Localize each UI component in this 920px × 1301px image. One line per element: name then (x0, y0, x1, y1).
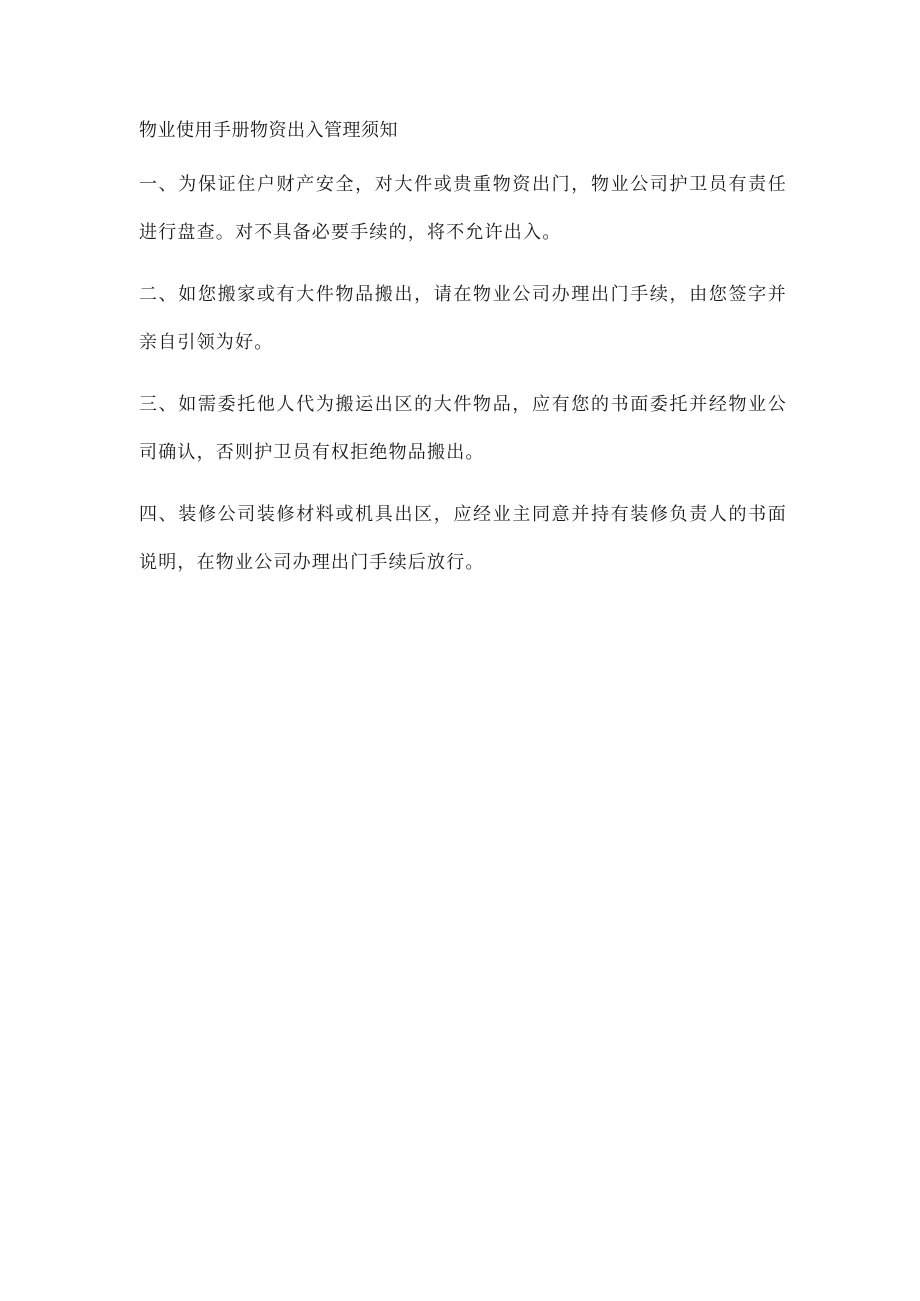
clause-3: 三、如需委托他人代为搬运出区的大件物品，应有您的书面委托并经物业公司确认，否则护卫员有权拒绝物品搬出。 (139, 394, 787, 463)
clause-4: 四、装修公司装修材料或机具出区，应经业主同意并持有装修负责人的书面说明，在物业公司办理出门手续后放行。 (139, 504, 787, 573)
clause-1: 一、为保证住户财产安全，对大件或贵重物资出门，物业公司护卫员有责任进行盘查。对不具备必要手续的，将不允许出入。 (139, 174, 787, 243)
clause-2: 二、如您搬家或有大件物品搬出，请在物业公司办理出门手续，由您签字并亲自引领为好。 (139, 284, 787, 353)
document-body (139, 115, 787, 587)
page-title: 物业使用手册物资出入管理须知 (139, 120, 398, 141)
